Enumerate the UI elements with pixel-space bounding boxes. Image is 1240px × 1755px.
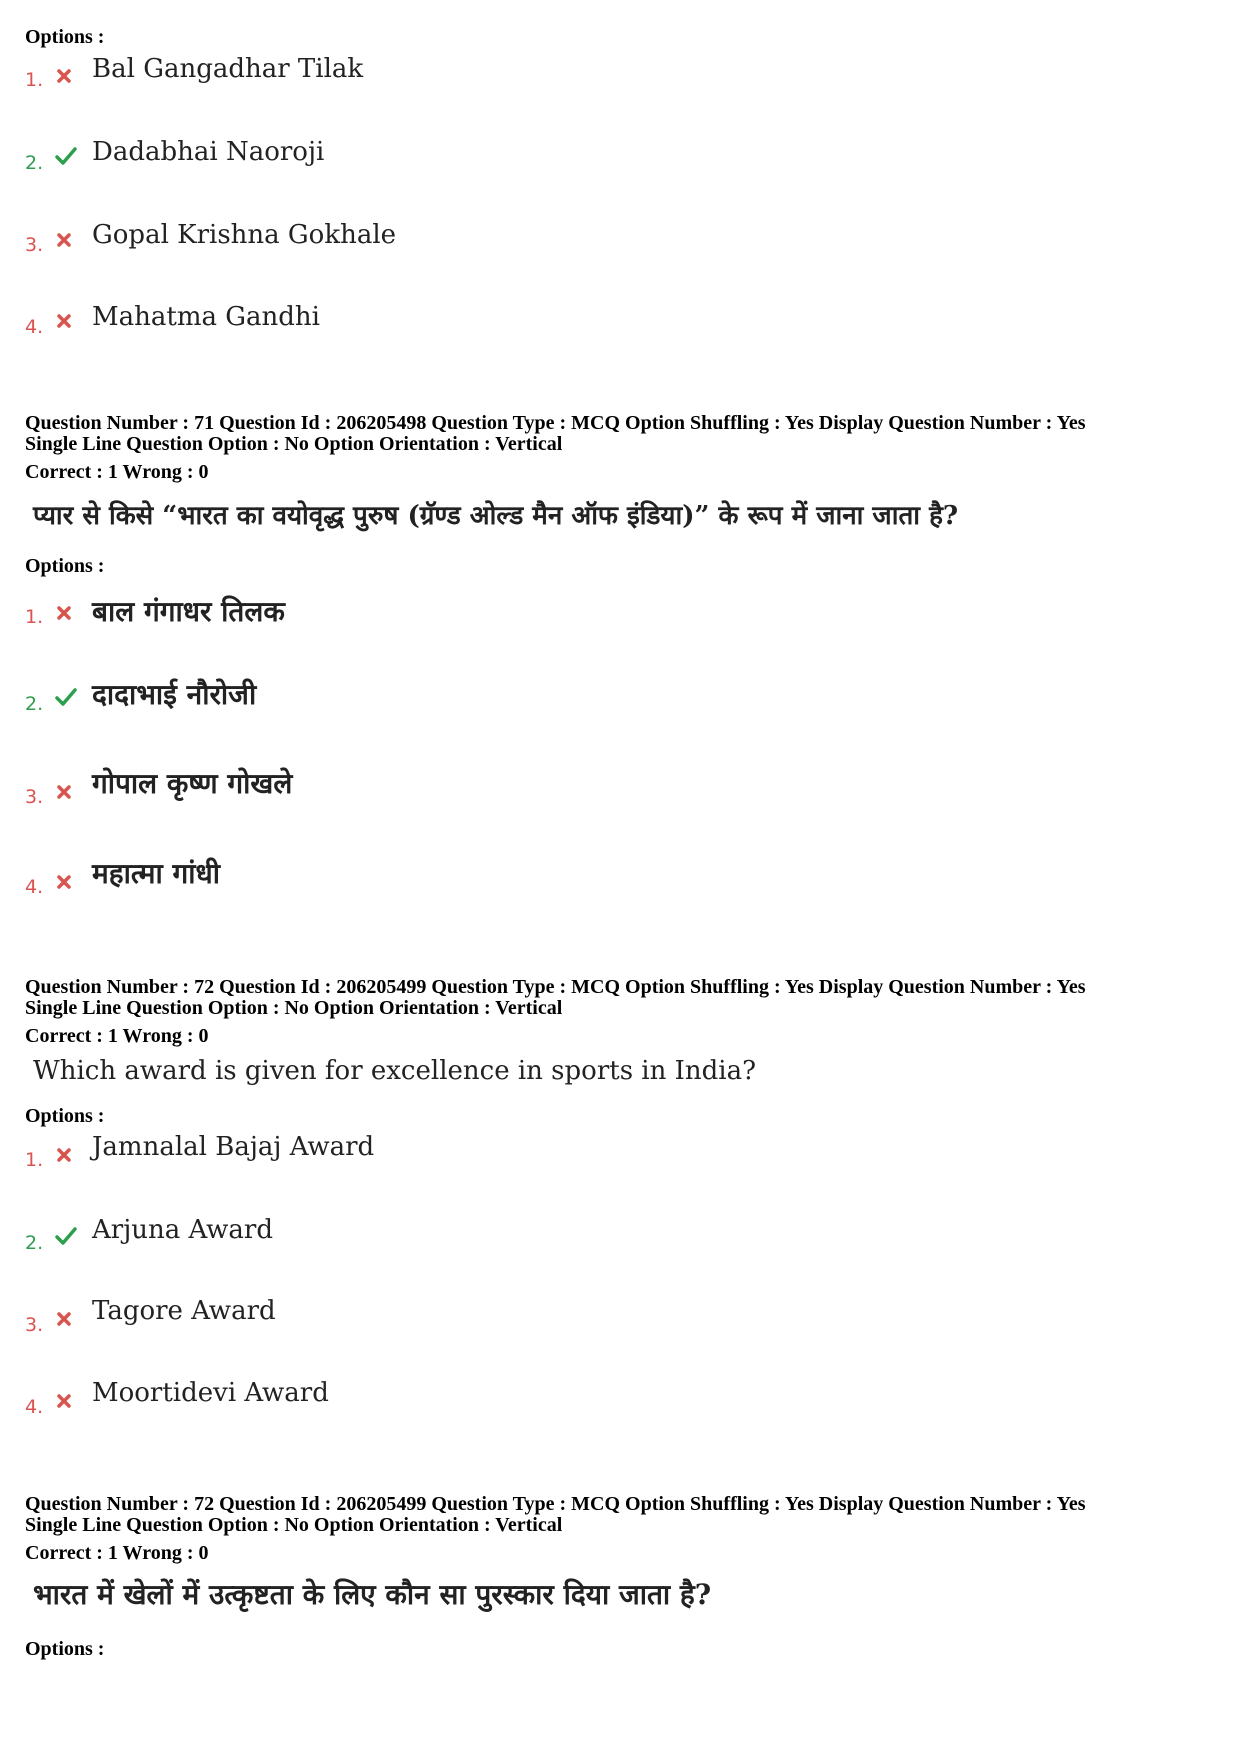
cross-icon xyxy=(55,231,73,249)
option-text: Arjuna Award xyxy=(92,1215,273,1245)
option-text: Gopal Krishna Gokhale xyxy=(92,220,397,250)
cross-icon xyxy=(55,1392,73,1410)
option-2 xyxy=(0,138,900,178)
options-label: Options : xyxy=(25,555,105,577)
question-meta-line: Question Number : 72 Question Id : 206205499 Question Type : MCQ Option Shuffling : Yes Display Question Number : Yes xyxy=(25,1493,1086,1515)
cross-icon xyxy=(55,1146,73,1164)
option-text: Dadabhai Naoroji xyxy=(92,137,325,167)
option-1 xyxy=(0,590,900,630)
option-number: 1. xyxy=(25,606,44,628)
option-number: 4. xyxy=(25,876,44,898)
option-number: 1. xyxy=(25,1149,44,1171)
option-text: दादाभाई नौरोजी xyxy=(92,678,257,711)
cross-icon xyxy=(55,873,73,891)
cross-icon xyxy=(55,1310,73,1328)
question-text: प्यार से किसे “भारत का वयोवृद्ध पुरुष (ग्रॅण्ड ओल्ड मैन ऑफ इंडिया)” के रूप में जाना जाता है? xyxy=(33,501,959,531)
option-4 xyxy=(0,858,900,898)
option-number: 4. xyxy=(25,1396,44,1418)
question-text: Which award is given for excellence in sports in India? xyxy=(33,1056,757,1086)
question-meta-line: Question Number : 71 Question Id : 206205498 Question Type : MCQ Option Shuffling : Yes Display Question Number : Yes xyxy=(25,412,1086,434)
option-number: 3. xyxy=(25,786,44,808)
question-meta-line: Question Number : 72 Question Id : 206205499 Question Type : MCQ Option Shuffling : Yes Display Question Number : Yes xyxy=(25,976,1086,998)
option-3 xyxy=(0,220,900,260)
option-number: 4. xyxy=(25,316,44,338)
cross-icon xyxy=(55,783,73,801)
check-icon xyxy=(55,146,77,166)
option-number: 2. xyxy=(25,152,44,174)
check-icon xyxy=(55,1226,77,1246)
option-text: Tagore Award xyxy=(92,1296,276,1326)
options-label: Options : xyxy=(25,26,105,48)
cross-icon xyxy=(55,67,73,85)
cross-icon xyxy=(55,604,73,622)
marks-line: Correct : 1 Wrong : 0 xyxy=(25,461,209,483)
option-number: 2. xyxy=(25,1232,44,1254)
option-text: Moortidevi Award xyxy=(92,1378,329,1408)
option-number: 3. xyxy=(25,234,44,256)
cross-icon xyxy=(55,312,73,330)
option-number: 2. xyxy=(25,693,44,715)
options-label: Options : xyxy=(25,1105,105,1127)
options-label: Options : xyxy=(25,1638,105,1660)
option-2 xyxy=(0,1216,900,1256)
question-meta-line: Single Line Question Option : No Option Orientation : Vertical xyxy=(25,1514,563,1536)
option-1 xyxy=(0,1134,900,1174)
option-2 xyxy=(0,677,900,717)
option-3 xyxy=(0,768,900,808)
marks-line: Correct : 1 Wrong : 0 xyxy=(25,1025,209,1047)
option-text: Mahatma Gandhi xyxy=(92,302,320,332)
option-text: बाल गंगाधर तिलक xyxy=(92,595,285,628)
marks-line: Correct : 1 Wrong : 0 xyxy=(25,1542,209,1564)
option-4 xyxy=(0,302,900,342)
option-text: महात्मा गांधी xyxy=(92,857,220,890)
option-number: 1. xyxy=(25,69,44,91)
check-icon xyxy=(55,687,77,707)
option-1 xyxy=(0,56,900,96)
option-text: गोपाल कृष्ण गोखले xyxy=(92,767,293,800)
question-meta-line: Single Line Question Option : No Option Orientation : Vertical xyxy=(25,433,563,455)
option-number: 3. xyxy=(25,1314,44,1336)
option-text: Jamnalal Bajaj Award xyxy=(92,1132,375,1162)
option-3 xyxy=(0,1298,900,1338)
option-4 xyxy=(0,1380,900,1420)
option-text: Bal Gangadhar Tilak xyxy=(92,54,364,84)
question-meta-line: Single Line Question Option : No Option Orientation : Vertical xyxy=(25,997,563,1019)
question-text: भारत में खेलों में उत्कृष्टता के लिए कौन सा पुरस्कार दिया जाता है? xyxy=(33,1578,712,1611)
